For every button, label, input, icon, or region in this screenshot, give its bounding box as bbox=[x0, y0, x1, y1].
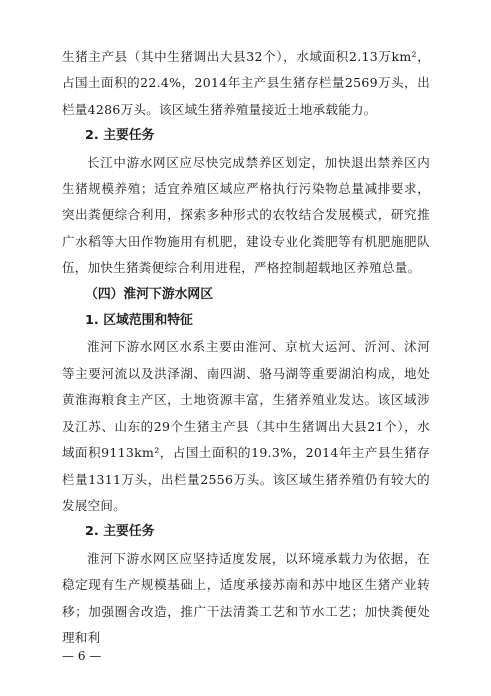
section-heading-huaihe: （四）淮河下游水网区 bbox=[85, 286, 213, 302]
page-content bbox=[62, 44, 430, 651]
page-number: — 6 — bbox=[62, 649, 102, 663]
heading-main-tasks-1: 2. 主要任务 bbox=[85, 128, 155, 144]
heading-main-tasks-2: 2. 主要任务 bbox=[85, 524, 155, 540]
heading-region-scope: 1. 区域范围和特征 bbox=[85, 313, 193, 329]
paragraph-region-statistics: 生猪主产县（其中生猪调出大县32个），水域面积2.13万km²，占国土面积的22.4%，2014年主产县生猪存栏量2569万头，出栏量4286万头。该区域生猪养殖量接近土地承载能力。 bbox=[62, 49, 430, 117]
paragraph-yangtze-tasks: 长江中游水网区应尽快完成禁养区划定，加快退出禁养区内生猪规模养殖；适宜养殖区域应严格执行污染物总量减排要求，突出粪便综合利用，探索多种形式的农牧结合发展模式，研究推广水稻等大田作物施用有机肥，建设专业化粪肥等有机肥施肥队伍，加快生猪粪便综合利用进程，严格控制超载地区养殖总量。 bbox=[62, 154, 430, 276]
paragraph-huaihe-features: 淮河下游水网区水系主要由淮河、京杭大运河、沂河、沭河等主要河流以及洪泽湖、南四湖、骆马湖等重要湖泊构成，地处黄淮海粮食主产区，土地资源丰富，生猪养殖业发达。该区域涉及江苏、山东的29个生猪主产县（其中生猪调出大县21个），水域面积9113km²，占国土面积的19.3%，2014年主产县生猪存栏量1311万头，出栏量2556万头。该区域生猪养殖仍有较大的发展空间。 bbox=[62, 339, 430, 513]
paragraph-huaihe-tasks: 淮河下游水网区应坚持适度发展，以环境承载力为依据，在稳定现有生产规模基础上，适度承接苏南和苏中地区生猪产业转移；加强圈舍改造，推广干法清粪工艺和节水工艺；加快粪便处理和利 bbox=[62, 550, 430, 645]
